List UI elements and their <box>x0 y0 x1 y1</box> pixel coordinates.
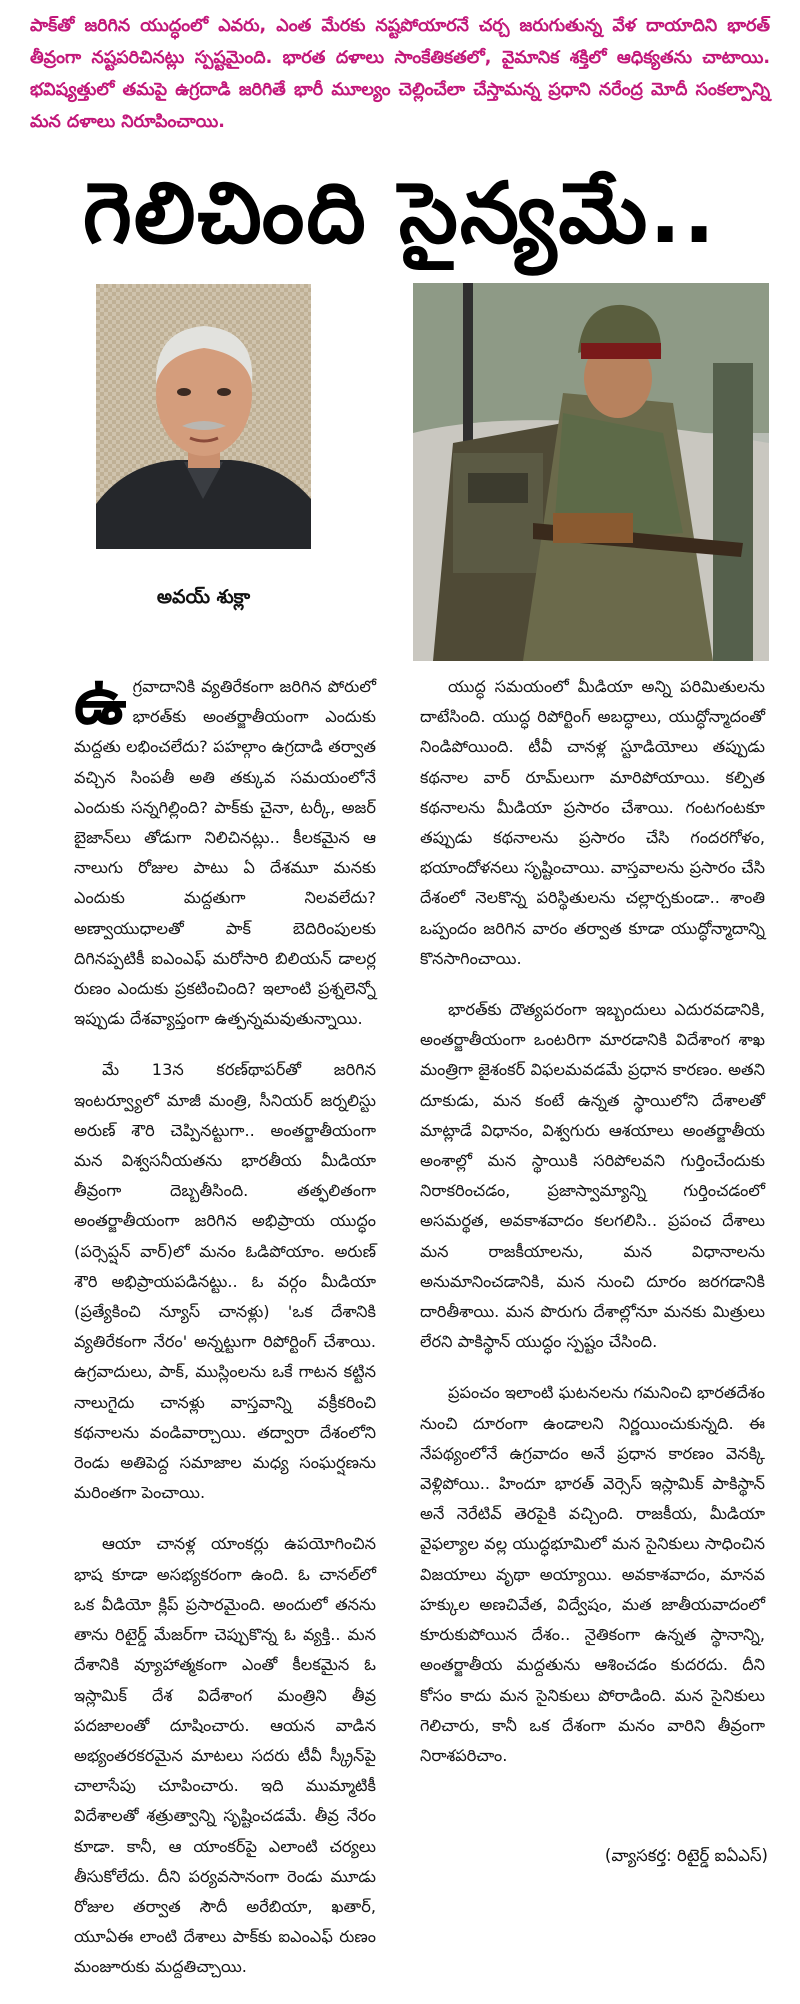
headline: గెలిచింది సైన్యమే.. <box>82 164 718 262</box>
left-paragraph-2: మే 13న కరణ్‌థాపర్‌తో జరిగిన ఇంటర్వ్యూలో మాజీ మంత్రి, సీనియర్ జర్నలిస్టు అరుణ్ శౌరి చెప్పినట్టుగా.. అంతర్జాతీయంగా మన విశ్వసనీయతను భారతీయ మీడియా తీవ్రంగా దెబ్బతీసింది. తత్ఫలితంగా అంతర్జాతీయంగా జరిగిన అభిప్రాయ యుద్ధం (పర్సెప్షన్ వార్)లో మనం ఓడిపోయాం. అరుణ్ శౌరి అభిప్రాయపడినట్టు.. ఓ వర్గం మీడియా (ప్రత్యేకించి న్యూస్ చానళ్లు) 'ఒక దేశానికి వ్యతిరేకంగా నేరం' అన్నట్టుగా రిపోర్టింగ్ చేశాయి. ఉగ్రవాదులు, పాక్, ముస్లింలను ఒకే గాటన కట్టిన నాలుగైదు చానళ్లు వాస్తవాన్ని వక్రీకరించి కథనాలను వండివార్చాయి. తద్వారా దేశంలోని రెండు అతిపెద్ద సమాజాల మధ్య సంఘర్షణను మరింతగా పెంచాయి. <box>74 1060 376 1503</box>
article-column-right <box>420 672 765 1792</box>
left-paragraph-1: ఉగ్రవాదానికి వ్యతిరేకంగా జరిగిన పోరులో భారత్‌కు అంతర్జాతీయంగా ఎందుకు మద్దతు లభించలేదు? పహల్గాం ఉగ్రదాడి తర్వాత వచ్చిన సింపతీ అతి తక్కువ సమయంలోనే ఎందుకు సన్నగిల్లింది? పాక్‌కు చైనా, టర్కీ, అజర్ బైజాన్‌లు తోడుగా నిలిచినట్లు.. కీలకమైన ఆ నాలుగు రోజుల పాటు ఏ దేశమూ మనకు ఎందుకు మద్దతుగా నిలవలేదు? అణ్వాయుధాలతో పాక్ బెదిరింపులకు దిగినప్పటికీ ఐఎంఎఫ్ మరోసారి బిలియన్ డాలర్ల రుణం ఎందుకు ప్రకటించింది? ఇలాంటి ప్రశ్నలెన్నో ఇప్పుడు దేశవ్యాప్తంగా ఉత్పన్నమవుతున్నాయి. <box>74 662 376 1029</box>
intro-blurb: పాక్‌తో జరిగిన యుద్ధంలో ఎవరు, ఎంత మేరకు నష్టపోయారనే చర్చ జరుగుతున్న వేళ దాయాదిని భారత్ తీవ్రంగా నష్టపరిచినట్లు స్పష్టమైంది. భారత దళాలు సాంకేతికతలో, వైమానిక శక్తిలో ఆధిక్యతను చాటాయి. భవిష్యత్తులో తమపై ఉగ్రదాడి జరిగితే భారీ మూల్యం చెల్లించేలా చేస్తామన్న ప్రధాని నరేంద్ర మోదీ సంకల్పాన్ని మన దళాలు నిరూపించాయి. <box>30 16 770 132</box>
drop-cap: ఉ <box>74 662 127 739</box>
left-paragraph-3: ఆయా చానళ్ల యాంకర్లు ఉపయోగించిన భాష కూడా అసభ్యకరంగా ఉంది. ఓ చానల్‌లో ఒక వీడియో క్లిప్ ప్రసారమైంది. అందులో తనను తాను రిటైర్డ్ మేజర్‌గా చెప్పుకొన్న ఓ వ్యక్తి.. మన దేశానికి వ్యూహాత్మకంగా ఎంతో కీలకమైన ఓ ఇస్లామిక్ దేశ విదేశాంగ మంత్రిని తీవ్ర పదజాలంతో దూషించారు. ఆయన వాడిన అభ్యంతరకరమైన మాటలు సదరు టీవీ స్క్రీన్‌పై చాలాసేపు చూపించారు. ఇది ముమ్మాటికీ విదేశాలతో శత్రుత్వాన్ని సృష్టించడమే. తీవ్ర నేరం కూడా. కానీ, ఆ యాంకర్‌పై ఎలాంటి చర్యలు తీసుకోలేదు. దీని పర్యవసానంగా రెండు మూడు రోజుల తర్వాత సౌదీ అరేబియా, ఖతార్, యూఏఈ లాంటి దేశాలు పాక్‌కు ఐఎంఎఫ్ రుణం మంజూరుకు మద్దతిచ్చాయి. <box>74 1534 376 1977</box>
right-paragraph-1: యుద్ధ సమయంలో మీడియా అన్ని పరిమితులను దాటేసింది. యుద్ధ రిపోర్టింగ్ అబద్ధాలు, యుద్ధోన్మాదంతో నిండిపోయింది. టీవీ చానళ్ల స్టూడియోలు తప్పుడు కథనాల వార్ రూమ్‌లుగా మారిపోయాయి. కల్పిత కథనాలను మీడియా ప్రసారం చేశాయి. గంటగంటకూ తప్పుడు కథనాలను ప్రసారం చేసి గందరగోళం, భయాందోళనలు సృష్టించాయి. వాస్తవాలను ప్రసారం చేసి దేశంలో నెలకొన్న పరిస్థితులను చల్లార్చకుండా.. శాంతి ఒప్పందం జరిగిన వారం తర్వాత కూడా యుద్ధోన్మాదాన్ని కొనసాగించాయి. <box>420 677 765 968</box>
author-photo <box>96 284 311 549</box>
right-paragraph-2: భారత్‌కు దౌత్యపరంగా ఇబ్బందులు ఎదురవడానికి, అంతర్జాతీయంగా ఒంటరిగా మారడానికి విదేశాంగ శాఖ మంత్రిగా జైశంకర్ విఫలమవడమే ప్రధాన కారణం. అతని దూకుడు, మన కంటే ఉన్నత స్థాయిలోని దేశాలతో మాట్లాడే విధానం, విశ్వగురు ఆశయాలు అంతర్జాతీయ అంశాల్లో మన స్థాయికి సరిపోలవని గుర్తించేందుకు నిరాకరించడం, ప్రజాస్వామ్యాన్ని గుర్తించడంలో అసమర్థత, అవకాశవాదం కలగలిసి.. ప్రపంచ దేశాలు మన రాజకీయాలను, మన విధానాలను అనుమానించడానికి, మన నుంచి దూరం జరగడానికి దారితీశాయి. మన పొరుగు దేశాల్లోనూ మనకు మిత్రులు లేరని పాకిస్థాన్ యుద్ధం స్పష్టం చేసింది. <box>420 1000 765 1352</box>
right-paragraph-3: ప్రపంచం ఇలాంటి ఘటనలను గమనించి భారతదేశం నుంచి దూరంగా ఉండాలని నిర్ణయించుకున్నది. ఈ నేపథ్యంలోనే ఉగ్రవాదం అనే ప్రధాన కారణం వెనక్కి వెళ్లిపోయి.. హిందూ భారత్ వెర్సెస్ ఇస్లామిక్ పాకిస్థాన్ అనే నెరేటివ్ తెరపైకి వచ్చింది. రాజకీయ, మీడియా వైఫల్యాల వల్ల యుద్ధభూమిలో మన సైనికులు సాధించిన విజయాలు వృథా అయ్యాయి. అవకాశవాదం, మానవ హక్కుల అణచివేత, విద్వేషం, మత జాతీయవాదంలో కూరుకుపోయిన దేశం.. నైతికంగా ఉన్నత స్థానాన్ని, అంతర్జాతీయ మద్దతును ఆశించడం కుదరదు. దీని కోసం కాదు మన సైనికులు పోరాడింది. మన సైనికులు గెలిచారు, కానీ ఒక దేశంగా మనం వారిని తీవ్రంగా నిరాశపరిచాం. <box>420 1383 765 1765</box>
author-byline: (వ్యాసకర్త: రిటైర్డ్ ఐఏఎస్) <box>604 1846 768 1865</box>
author-name: అవయ్ శుక్లా <box>156 586 251 608</box>
soldier-photo <box>413 283 769 661</box>
article-column-left <box>74 662 376 2004</box>
